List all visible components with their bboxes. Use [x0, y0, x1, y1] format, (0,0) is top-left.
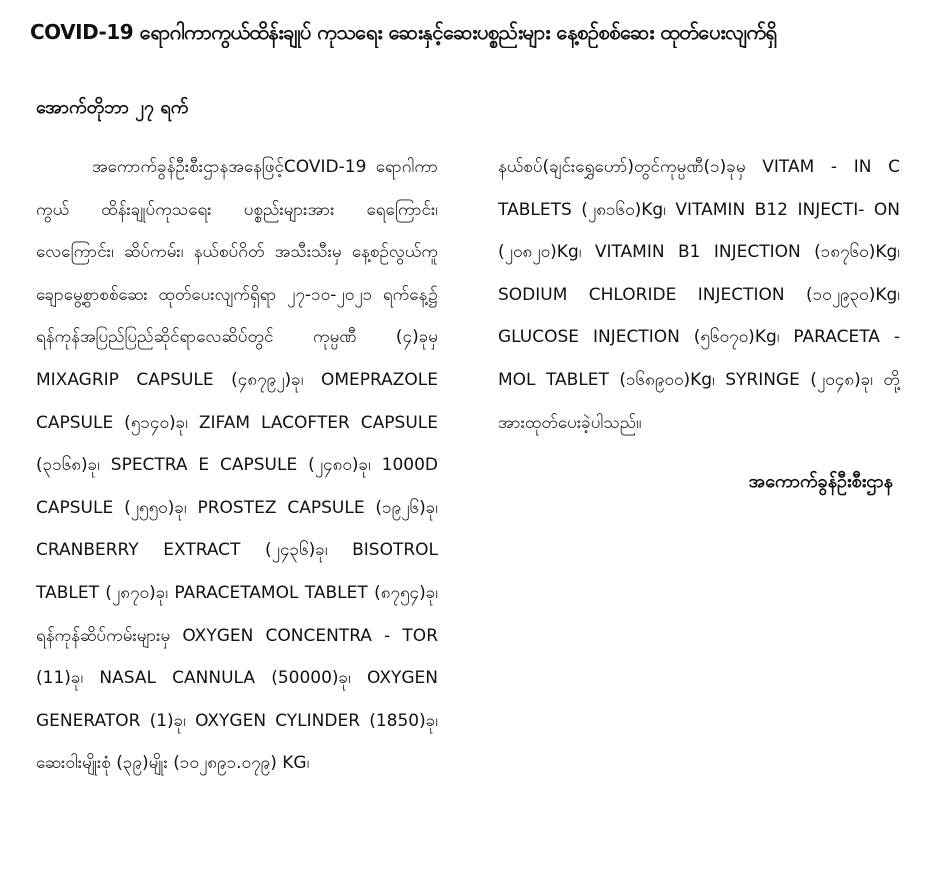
article-headline: COVID-19 ရောဂါကာကွယ်ထိန်းချုပ် ကုသရေး ဆေးနှင့်ဆေးပစ္စည်းများ နေ့စဉ်စစ်ဆေး ထုတ်ပေးလျက်ရှိ: [30, 20, 777, 44]
article-dateline: အောက်တိုဘာ ၂၇ ရက်: [36, 97, 189, 118]
right-column: [498, 146, 900, 444]
right-column-paragraph: နယ်စပ်(ချင်းရွှေဟော်)တွင်ကုမ္ပဏီ(၁)ခုမှ VITAM - IN C TABLETS (၂၈၁၆၀)Kg၊ VITAMIN B12 INJECTI- ON (၂၀၈၂၀)Kg၊ VITAMIN B1 INJECTION (၁၈၇၆၀)Kg၊ SODIUM CHLORIDE INJECTION (၁၀၂၉၃၀)Kg၊ GLUCOSE INJECTION (၅၆၀၇၀)Kg၊ PARACETA -MOL TABLET (၁၆၈၉၀၀)Kg၊ SYRINGE (၂၀၄၈)ခု၊ တို့အားထုတ်ပေးခဲ့ပါသည်။: [498, 157, 900, 433]
left-column-paragraph: အကောက်ခွန်ဦးစီးဌာနအနေဖြင့်COVID-19 ရောဂါကာကွယ် ထိန်းချုပ်ကုသရေး ပစ္စည်းများအား ရေကြောင်း၊ လေကြောင်း၊ ဆိပ်ကမ်း၊ နယ်စပ်ဂိတ် အသီးသီးမှ နေ့စဉ်လွယ်ကူချောမွေ့စွာစစ်ဆေး ထုတ်ပေးလျက်ရှိရာ ၂၇-၁၀-၂၀၂၁ ရက်နေ့၌ ရန်ကုန်အပြည်ပြည်ဆိုင်ရာလေဆိပ်တွင် ကုမ္ပဏီ (၄)ခုမှ MIXAGRIP CAPSULE (၄၈၇၉၂)ခု၊ OMEPRAZOLE CAPSULE (၅၁၄၀)ခု၊ ZIFAM LACOFTER CAPSULE (၃၁၆၈)ခု၊ SPECTRA E CAPSULE (၂၄၈၀)ခု၊ 1000D CAPSULE (၂၅၅၀)ခု၊ PROSTEZ CAPSULE (၁၉၂၆)ခု၊ CRANBERRY EXTRACT (၂၄၃၆)ခု၊ BISOTROL TABLET (၂၈၇၀)ခု၊ PARACETAMOL TABLET (၈၇၅၄)ခု၊ ရန်ကုန်ဆိပ်ကမ်းများမှ OXYGEN CONCENTRA - TOR (11)ခု၊ NASAL CANNULA (50000)ခု၊ OXYGEN GENERATOR (1)ခု၊ OXYGEN CYLINDER (1850)ခု၊ ဆေးဝါးမျိုးစုံ (၃၉)မျိုး (၁၀၂၈၉၁.၀၇၉) KG၊: [36, 157, 438, 774]
article-signature: အကောက်ခွန်ဦးစီးဌာန: [748, 471, 893, 492]
left-column: [36, 146, 438, 785]
